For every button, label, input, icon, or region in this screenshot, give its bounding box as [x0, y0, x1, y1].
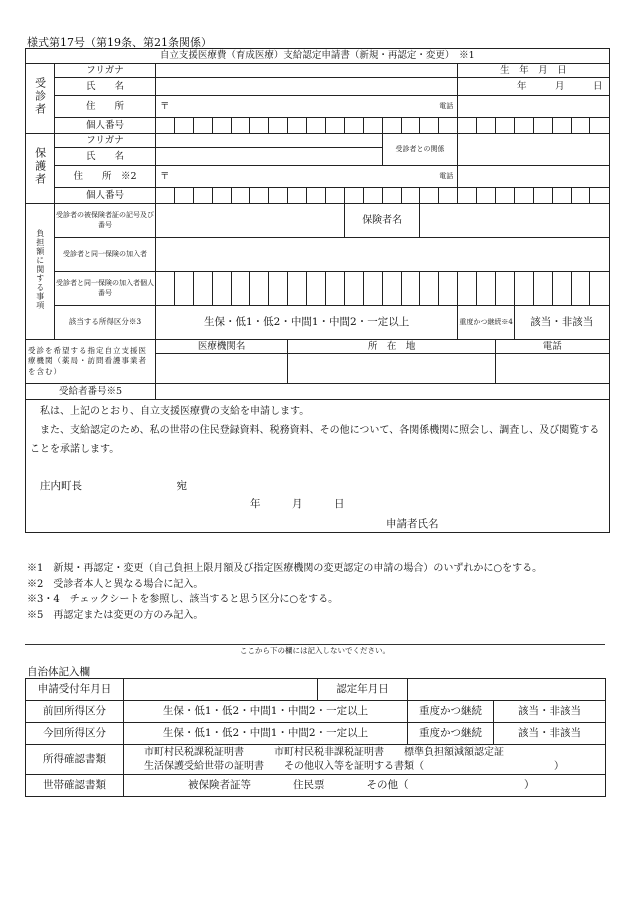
- digit-box[interactable]: [269, 118, 288, 134]
- income-docs-label: 所得確認書類: [26, 745, 124, 775]
- digit-box[interactable]: [156, 118, 175, 134]
- addressee: 庄内町長 宛: [40, 480, 187, 492]
- digit-box[interactable]: [344, 272, 363, 306]
- digit-box[interactable]: [193, 272, 212, 306]
- digit-box[interactable]: [212, 188, 231, 204]
- same-insurance-number-label: 受診者と同一保険の加入者個人番号: [55, 272, 156, 306]
- office-table: [25, 678, 606, 797]
- guardian-relation-label: 受診者との関係: [382, 134, 458, 166]
- form-number: 様式第17号（第19条、第21条関係）: [27, 36, 212, 49]
- divider-text-wrap: [0, 638, 630, 657]
- patient-dob-label: 生 年 月 日: [458, 64, 609, 78]
- digit-box[interactable]: [439, 118, 458, 134]
- digit-box[interactable]: [477, 118, 496, 134]
- digit-box[interactable]: [420, 118, 439, 134]
- digit-box[interactable]: [552, 188, 571, 204]
- prev-severe-options[interactable]: 該当・非該当: [494, 701, 606, 723]
- digit-box[interactable]: [401, 272, 420, 306]
- digit-box[interactable]: [420, 272, 439, 306]
- guardian-name-label: 氏 名: [55, 148, 156, 166]
- digit-box[interactable]: [477, 272, 496, 306]
- guardian-relation-field[interactable]: [458, 134, 609, 166]
- application-form: [25, 48, 610, 533]
- income-docs-row-1: 市町村民税課税証明書 市町村民税非課税証明書 標準負担額減額認定証: [144, 746, 504, 758]
- digit-box[interactable]: [552, 118, 571, 134]
- note-3: ※3・4 チェックシートを参照し、該当すると思う区分に○をする。: [27, 594, 339, 605]
- digit-box[interactable]: [250, 118, 269, 134]
- digit-box[interactable]: [571, 272, 590, 306]
- digit-box[interactable]: [496, 118, 515, 134]
- guardian-furigana-field[interactable]: [156, 134, 383, 148]
- digit-box[interactable]: [174, 188, 193, 204]
- patient-name-label: 氏 名: [55, 78, 156, 96]
- digit-box[interactable]: [514, 188, 533, 204]
- digit-box[interactable]: [231, 272, 250, 306]
- digit-box[interactable]: [590, 188, 609, 204]
- digit-box[interactable]: [326, 188, 345, 204]
- household-docs-label: 世帯確認書類: [26, 775, 124, 797]
- digit-box[interactable]: [458, 118, 477, 134]
- office-section-title: 自治体記入欄: [27, 666, 90, 678]
- prev-income-label: 前回所得区分: [26, 701, 124, 723]
- digit-box[interactable]: [363, 188, 382, 204]
- digit-box[interactable]: [231, 118, 250, 134]
- digit-box[interactable]: [193, 188, 212, 204]
- declaration-box: [26, 400, 610, 533]
- recipient-number-label: 受給者番号※5: [26, 384, 156, 400]
- digit-box[interactable]: [571, 188, 590, 204]
- digit-box[interactable]: [533, 188, 552, 204]
- curr-severe-label: 重度かつ継続: [408, 723, 494, 745]
- digit-box[interactable]: [156, 188, 175, 204]
- institution-label: 受診を希望する指定自立支援医療機関（薬局・訪問看護事業者を含む）: [26, 340, 156, 384]
- patient-phone-label: 電話: [382, 96, 458, 118]
- institution-location-header: 所 在 地: [288, 340, 496, 354]
- prev-severe-label: 重度かつ継続: [408, 701, 494, 723]
- digit-box[interactable]: [269, 272, 288, 306]
- digit-box[interactable]: [307, 272, 326, 306]
- declaration-line-1: 私は、上記のとおり、自立支援医療費の支給を申請します。: [40, 406, 310, 417]
- recipient-number-field[interactable]: [156, 384, 610, 400]
- guardian-name-field[interactable]: [156, 148, 383, 166]
- curr-income-label: 今回所得区分: [26, 723, 124, 745]
- digit-box[interactable]: [231, 188, 250, 204]
- digit-box[interactable]: [269, 188, 288, 204]
- digit-box[interactable]: [382, 188, 401, 204]
- household-docs-options[interactable]: 被保険者証等 住民票 その他（ ）: [124, 775, 606, 797]
- insurer-name-field[interactable]: [420, 204, 609, 238]
- digit-box[interactable]: [288, 188, 307, 204]
- digit-box[interactable]: [458, 188, 477, 204]
- application-date[interactable]: 年 月 日: [250, 498, 345, 510]
- patient-address-field[interactable]: 〒: [156, 96, 383, 118]
- institution-name-field[interactable]: [156, 354, 288, 384]
- received-date-field[interactable]: [124, 679, 318, 701]
- guardian-phone-field[interactable]: [458, 166, 609, 188]
- digit-box[interactable]: [174, 118, 193, 134]
- same-insurance-label: 受診者と同一保険の加入者: [55, 238, 156, 272]
- digit-box[interactable]: [307, 118, 326, 134]
- patient-dob-field[interactable]: 年 月 日: [458, 78, 609, 96]
- digit-box[interactable]: [288, 272, 307, 306]
- income-docs-options[interactable]: [124, 745, 606, 775]
- institution-phone-header: 電話: [496, 340, 609, 354]
- digit-box[interactable]: [590, 118, 609, 134]
- digit-box[interactable]: [156, 272, 175, 306]
- digit-box[interactable]: [382, 272, 401, 306]
- digit-box[interactable]: [496, 272, 515, 306]
- digit-box[interactable]: [326, 118, 345, 134]
- digit-box[interactable]: [344, 188, 363, 204]
- patient-my-number-label: 個人番号: [55, 118, 156, 134]
- digit-box[interactable]: [326, 272, 345, 306]
- digit-box[interactable]: [552, 272, 571, 306]
- digit-box[interactable]: [439, 272, 458, 306]
- received-date-label: 申請受付年月日: [26, 679, 124, 701]
- patient-name-field[interactable]: [156, 78, 458, 96]
- severe-continuing-options[interactable]: 該当・非該当: [514, 306, 609, 340]
- digit-box[interactable]: [250, 188, 269, 204]
- digit-box[interactable]: [401, 188, 420, 204]
- same-insurance-field[interactable]: [156, 238, 610, 272]
- income-docs-row-2: 生活保護受給世帯の証明書 その他収入等を証明する書類（ ）: [144, 760, 564, 772]
- digit-box[interactable]: [401, 118, 420, 134]
- digit-box[interactable]: [193, 118, 212, 134]
- approved-date-field[interactable]: [408, 679, 606, 701]
- guardian-my-number-label: 個人番号: [55, 188, 156, 204]
- guardian-furigana-label: フリガナ: [55, 134, 156, 148]
- patient-furigana-label: フリガナ: [55, 64, 156, 78]
- curr-severe-options[interactable]: 該当・非該当: [494, 723, 606, 745]
- approved-date-label: 認定年月日: [318, 679, 408, 701]
- patient-phone-field[interactable]: [458, 96, 609, 118]
- divider-text: ここから下の欄には記入しないでください。: [230, 646, 400, 655]
- patient-address-label: 住 所: [55, 96, 156, 118]
- digit-box[interactable]: [533, 272, 552, 306]
- guardian-group-label: 保護者: [26, 134, 55, 204]
- guardian-phone-label: 電話: [382, 166, 458, 188]
- applicant-name-label: 申請者氏名: [386, 518, 439, 530]
- insured-symbol-label: 受診者の被保険者証の記号及び番号: [55, 204, 156, 238]
- notes: [27, 561, 617, 623]
- income-class-label: 該当する所得区分※3: [55, 306, 156, 340]
- digit-box[interactable]: [212, 118, 231, 134]
- digit-box[interactable]: [382, 118, 401, 134]
- digit-box[interactable]: [533, 118, 552, 134]
- digit-box[interactable]: [174, 272, 193, 306]
- institution-location-field[interactable]: [288, 354, 496, 384]
- curr-income-options[interactable]: 生保・低1・低2・中間1・中間2・一定以上: [124, 723, 408, 745]
- patient-furigana-field[interactable]: [156, 64, 458, 78]
- digit-box[interactable]: [363, 272, 382, 306]
- digit-box[interactable]: [496, 188, 515, 204]
- insurer-name-label: 保険者名: [344, 204, 420, 238]
- institution-phone-field[interactable]: [496, 354, 609, 384]
- digit-box[interactable]: [439, 188, 458, 204]
- burden-group-label: 負担額に関する事項: [26, 204, 55, 340]
- digit-box[interactable]: [363, 118, 382, 134]
- severe-continuing-label: 重度かつ継続※4: [458, 306, 515, 340]
- insured-symbol-field[interactable]: [156, 204, 345, 238]
- note-4: ※5 再認定または変更の方のみ記入。: [27, 609, 204, 621]
- patient-group-label: 受診者: [26, 64, 55, 134]
- digit-box[interactable]: [307, 188, 326, 204]
- digit-box[interactable]: [590, 272, 609, 306]
- digit-box[interactable]: [571, 118, 590, 134]
- digit-box[interactable]: [458, 272, 477, 306]
- guardian-address-label: 住 所 ※2: [55, 166, 156, 188]
- guardian-address-field[interactable]: 〒: [156, 166, 383, 188]
- digit-box[interactable]: [477, 188, 496, 204]
- digit-box[interactable]: [250, 272, 269, 306]
- note-1: ※1 新規・再認定・変更（自己負担上限月額及び指定医療機関の変更認定の申請の場合）のいずれかに○をする。: [27, 563, 543, 574]
- institution-name-header: 医療機関名: [156, 340, 288, 354]
- digit-box[interactable]: [420, 188, 439, 204]
- form-title: 自立支援医療費（育成医療）支給認定申請書（新規・再認定・変更） ※1: [26, 49, 610, 64]
- digit-box[interactable]: [344, 118, 363, 134]
- note-2: ※2 受診者本人と異なる場合に記入。: [27, 578, 204, 590]
- income-class-options[interactable]: 生保・低1・低2・中間1・中間2・一定以上: [156, 306, 458, 340]
- digit-box[interactable]: [514, 118, 533, 134]
- declaration-line-2: また、支給認定のため、私の世帯の住民登録資料、税務資料、その他について、各関係機関に照会し、調査し、及び閲覧することを承諾します。: [30, 425, 600, 455]
- digit-box[interactable]: [514, 272, 533, 306]
- digit-box[interactable]: [288, 118, 307, 134]
- digit-box[interactable]: [212, 272, 231, 306]
- prev-income-options[interactable]: 生保・低1・低2・中間1・中間2・一定以上: [124, 701, 408, 723]
